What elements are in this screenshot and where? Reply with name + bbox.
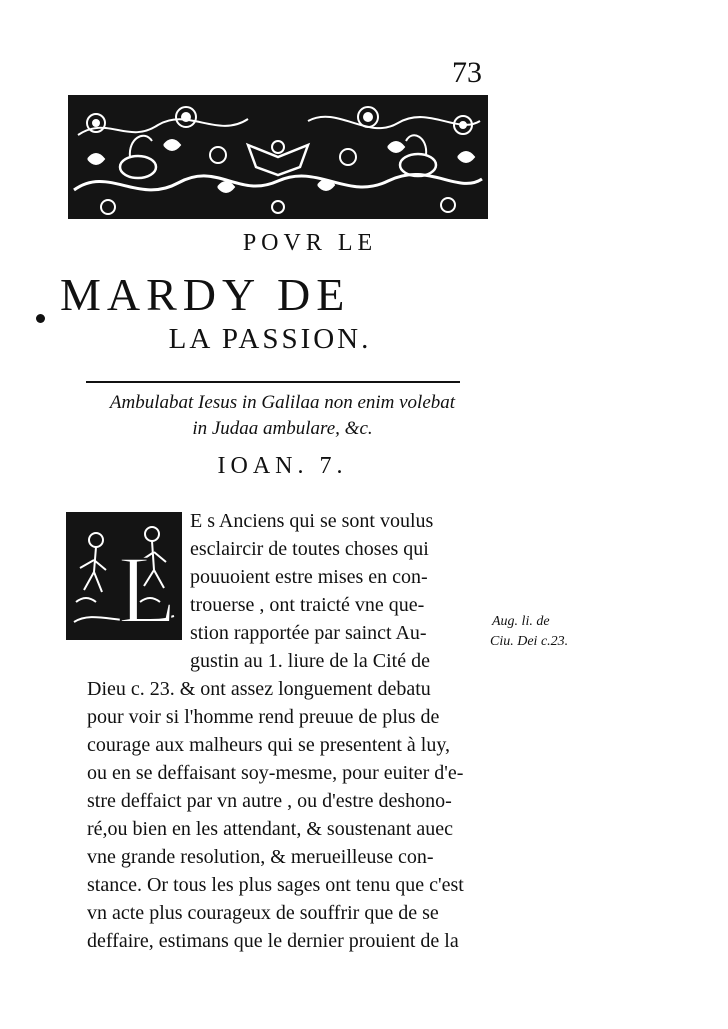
body-line-14: stance. Or tous les plus sages ont tenu que c'est <box>87 874 464 896</box>
ornamental-headpiece <box>68 95 488 219</box>
drop-capital-illustration <box>66 512 182 640</box>
body-line-12: ré,ou bien en les attendant, & soustenant auec <box>87 818 453 840</box>
margin-note-line-2: Ciu. Dei c.23. <box>490 634 569 649</box>
body-line-8: pour voir si l'homme rend preuue de plus de <box>87 706 440 728</box>
page-number: 73 <box>452 56 482 89</box>
body-line-9: courage aux malheurs qui se presentent à luy, <box>87 734 451 756</box>
body-line-2: esclaircir de toutes choses qui <box>190 538 429 560</box>
title-rule <box>86 381 460 383</box>
margin-mark <box>36 314 45 323</box>
title-line-2: MARDY DE <box>60 269 351 320</box>
body-line-4: trouerse , ont traicté vne que- <box>190 594 425 616</box>
drop-capital <box>66 512 182 640</box>
margin-note-line-1: Aug. li. de <box>492 614 550 629</box>
body-line-11: stre deffaict par vn autre , ou d'estre deshono- <box>87 790 452 812</box>
epigraph-line-2: in Judaa ambulare, &c. <box>192 418 373 439</box>
body-line-16: deffaire, estimans que le dernier prouient de la <box>87 930 459 952</box>
title-line-1: POVR LE <box>242 230 378 256</box>
body-line-7: Dieu c. 23. & ont assez longuement debatu <box>87 678 431 700</box>
body-line-10: ou en se deffaisant soy-mesme, pour euiter d'e- <box>87 762 464 784</box>
title-line-3: LA PASSION. <box>168 323 372 355</box>
drop-capital-letter: L <box>118 536 177 640</box>
scripture-citation: IOAN. 7. <box>217 453 348 479</box>
epigraph-line-1: Ambulabat Iesus in Galilaa non enim volebat <box>109 392 456 413</box>
body-line-13: vne grande resolution, & merueilleuse con- <box>87 846 434 868</box>
body-line-5: stion rapportée par sainct Au- <box>190 622 427 644</box>
body-line-1: E s Anciens qui se sont voulus <box>190 510 434 532</box>
body-line-3: pouuoient estre mises en con- <box>190 566 428 588</box>
body-line-15: vn acte plus courageux de souffrir que de se <box>87 902 439 924</box>
body-line-6: gustin au 1. liure de la Cité de <box>190 650 430 672</box>
